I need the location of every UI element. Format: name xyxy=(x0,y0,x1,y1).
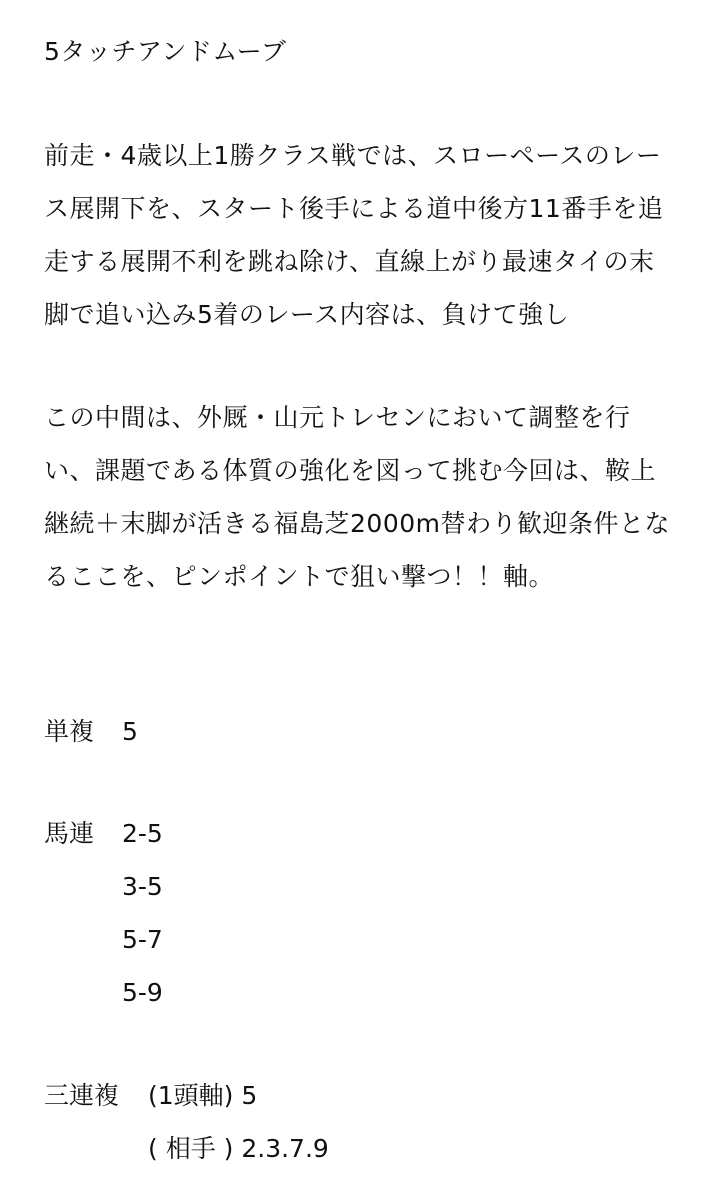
paragraph-line: ス展開下を、スタート後手による道中後方11番手を追 xyxy=(44,194,664,223)
bet-type-label: 三連複 xyxy=(44,1081,120,1110)
bet-axis: (1頭軸) 5 xyxy=(148,1081,258,1110)
bet-combination: 5-7 xyxy=(122,925,163,954)
paragraph-line: い、課題である体質の強化を図って挑む今回は、鞍上 xyxy=(44,456,657,485)
paragraph-line: この中間は、外厩・山元トレセンにおいて調整を行 xyxy=(44,403,631,432)
bet-combination: 5-9 xyxy=(122,978,163,1007)
bet-type-label: 馬連 xyxy=(44,819,95,848)
paragraph-line: 走する展開不利を跳ね除け、直線上がり最速タイの末 xyxy=(44,247,655,276)
paragraph-line: 脚で追い込み5着のレース内容は、負けて強し xyxy=(44,300,570,329)
bet-type-label: 単複 xyxy=(44,717,95,746)
bet-combination: 2-5 xyxy=(122,819,163,848)
horse-title: 5タッチアンドムーブ xyxy=(44,37,287,66)
bet-value: 5 xyxy=(122,717,138,746)
bet-partners: ( 相手 ) 2.3.7.9 xyxy=(148,1134,329,1163)
paragraph-line: 継続＋末脚が活きる福島芝2000m替わり歓迎条件とな xyxy=(44,509,670,538)
paragraph-line: るここを、ピンポイントで狙い撃つ！！軸。 xyxy=(44,562,555,591)
bet-combination: 3-5 xyxy=(122,872,163,901)
paragraph-line: 前走・4歳以上1勝クラス戦では、スローペースのレー xyxy=(44,141,662,170)
